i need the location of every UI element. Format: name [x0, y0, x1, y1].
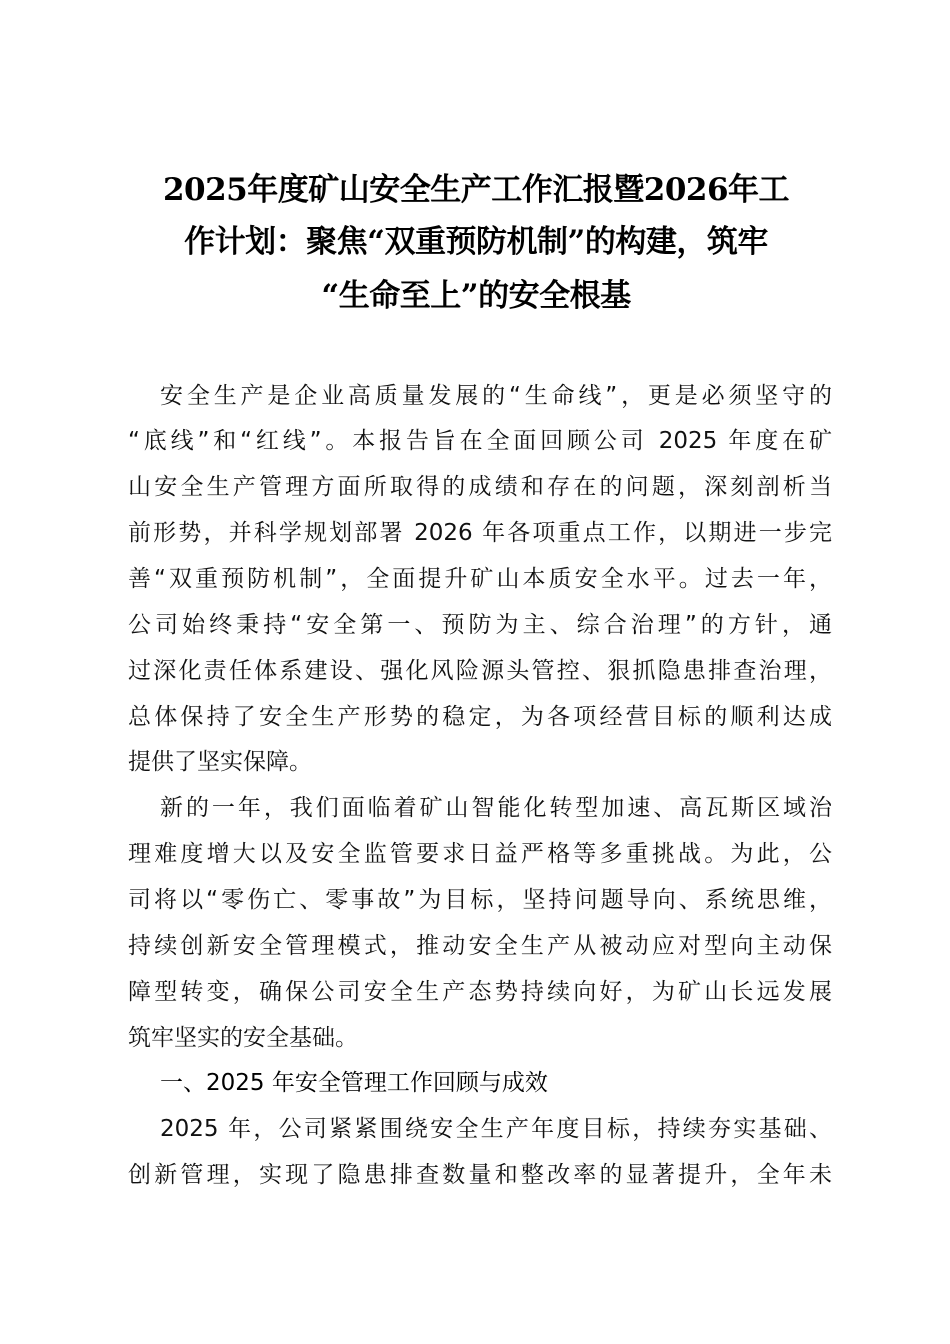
document-title-line-2: 作计划：聚焦“双重预防机制”的构建，筑牢 — [184, 224, 768, 260]
paragraph-1-line: 总体保持了安全生产形势的稳定，为各项经营目标的顺利达成 — [128, 704, 832, 730]
paragraph-1-line: 提供了坚实保障。 — [128, 749, 312, 775]
paragraph-1-line: 公司始终秉持“安全第一、预防为主、综合治理”的方针，通 — [128, 612, 832, 638]
paragraph-1-line: 善“双重预防机制”，全面提升矿山本质安全水平。过去一年， — [128, 566, 832, 592]
paragraph-2-line: 持续创新安全管理模式，推动安全生产从被动应对型向主动保 — [128, 933, 832, 959]
section-paragraph-line: 2025 年，公司紧紧围绕安全生产年度目标，持续夯实基础、 — [160, 1116, 832, 1142]
paragraph-2-line: 障型转变，确保公司安全生产态势持续向好，为矿山长远发展 — [128, 979, 832, 1005]
paragraph-1-line: 过深化责任体系建设、强化风险源头管控、狠抓隐患排查治理， — [128, 658, 832, 684]
paragraph-2-line: 理难度增大以及安全监管要求日益严格等多重挑战。为此，公 — [128, 841, 832, 867]
paragraph-1-line: 安全生产是企业高质量发展的“生命线”，更是必须坚守的 — [160, 383, 832, 409]
document-title-line-3: “生命至上”的安全根基 — [321, 278, 631, 314]
section-heading: 一、2025 年安全管理工作回顾与成效 — [160, 1070, 548, 1096]
document-title-line-1: 2025年度矿山安全生产工作汇报暨2026年工 — [162, 172, 790, 208]
paragraph-2-line: 司将以“零伤亡、零事故”为目标，坚持问题导向、系统思维， — [128, 887, 832, 913]
paragraph-1-line: 山安全生产管理方面所取得的成绩和存在的问题，深刻剖析当 — [128, 474, 832, 500]
paragraph-2-line: 筑牢坚实的安全基础。 — [128, 1025, 358, 1051]
paragraph-1-line: “底线”和“红线”。本报告旨在全面回顾公司 2025 年度在矿 — [128, 428, 832, 454]
paragraph-1-line: 前形势，并科学规划部署 2026 年各项重点工作，以期进一步完 — [128, 520, 832, 546]
section-paragraph-line: 创新管理，实现了隐患排查数量和整改率的显著提升，全年未 — [128, 1162, 832, 1188]
paragraph-2-line: 新的一年，我们面临着矿山智能化转型加速、高瓦斯区域治 — [160, 795, 832, 821]
